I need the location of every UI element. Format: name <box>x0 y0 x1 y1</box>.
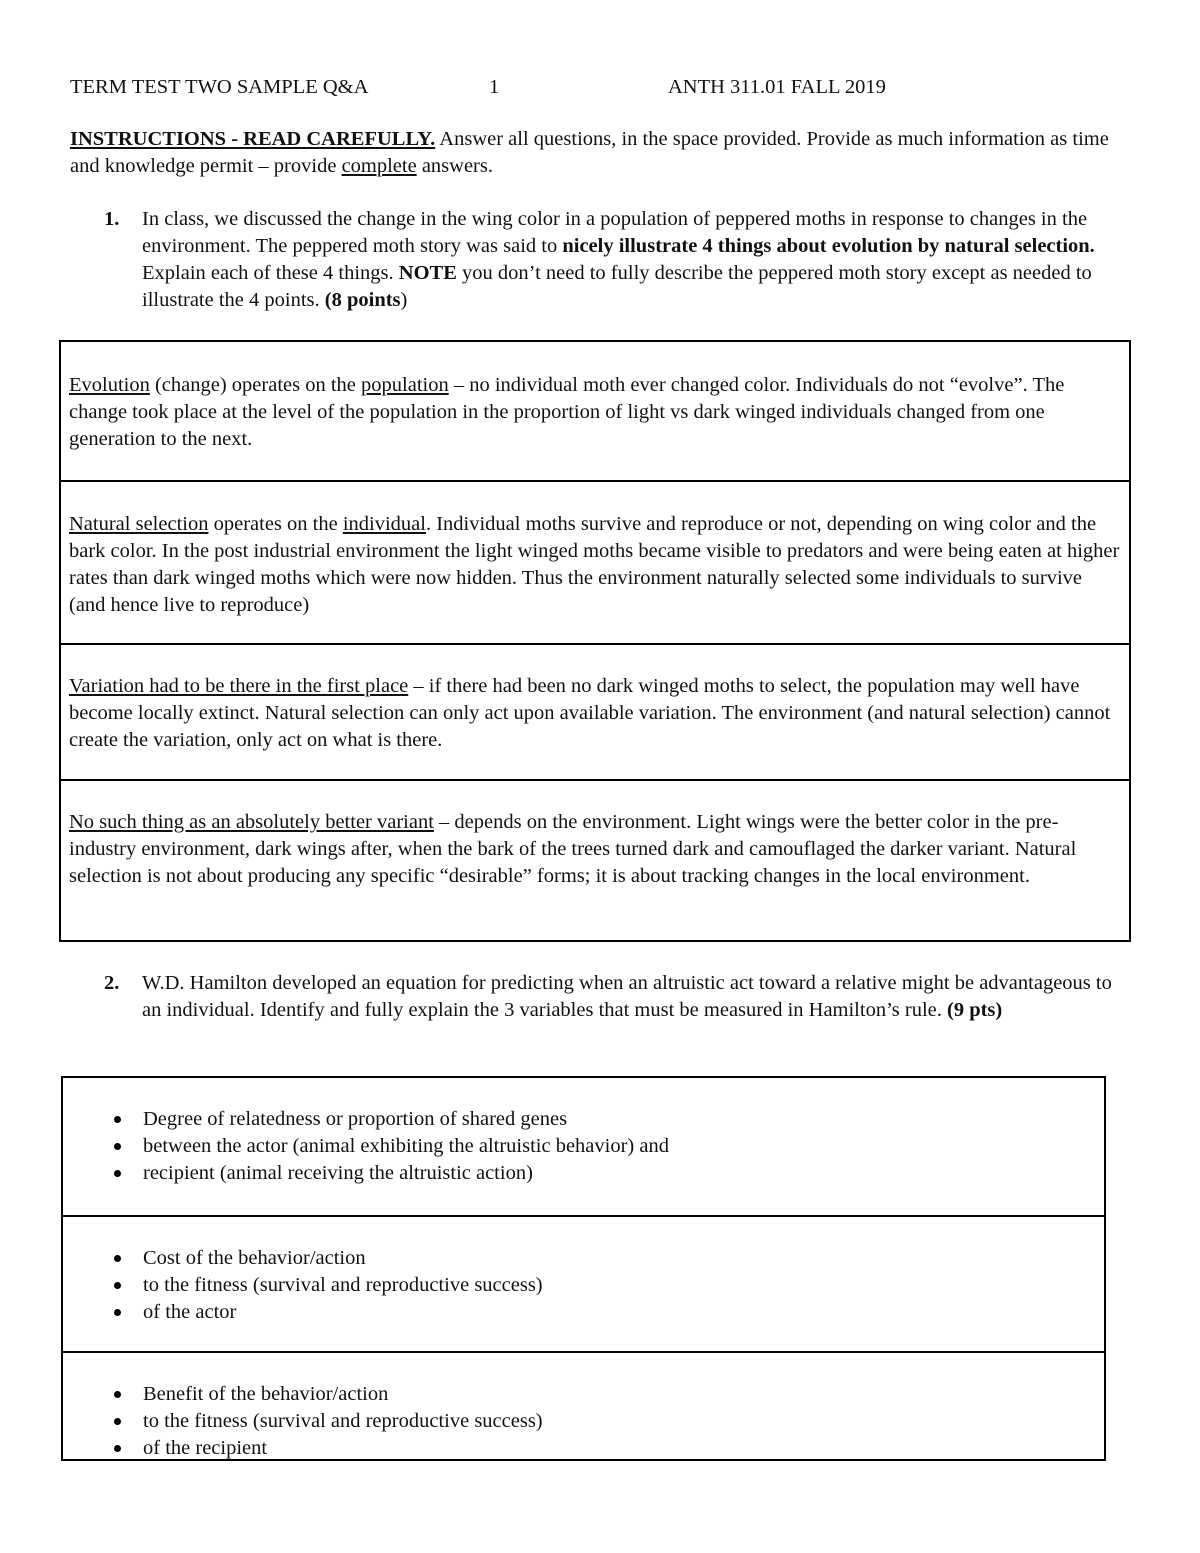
answer-term: No such thing as an absolutely better variant <box>69 811 434 833</box>
q1-note-label: NOTE <box>398 262 457 284</box>
answer-text-part: (change) operates on the <box>149 374 362 396</box>
answer-cell-natural-selection <box>61 480 1129 643</box>
bullet-item: Degree of relatedness or proportion of shared genes <box>71 1106 1096 1133</box>
answer-text <box>69 809 1121 890</box>
answer-text-part: – no individual moth ever changed color. Individuals do not “evolve”. The change took place at the level of the population in the proportion of light vs dark winged individuals changed from one generation to the next. <box>69 374 1065 450</box>
bullet-item: of the actor <box>71 1299 1096 1326</box>
q2-points: (9 pts) <box>947 999 1003 1021</box>
answer-text <box>69 673 1121 754</box>
instructions <box>70 126 1130 180</box>
bullet-item: recipient (animal receiving the altruistic action) <box>71 1160 1096 1187</box>
answer-term: Evolution <box>69 374 150 396</box>
bullet-item: Cost of the behavior/action <box>71 1245 1096 1272</box>
answer-text <box>69 511 1121 619</box>
answer-cell-evolution <box>61 342 1129 480</box>
answer-text-part: – if there had been no dark winged moths to select, the population may well have become locally extinct. Natural selection can only act upon available variation. The environment (and natural selection) cannot create the variation, only act on what is there. <box>69 675 1111 751</box>
q2-text-1: W.D. Hamilton developed an equation for predicting when an altruistic act toward a relative might be advantageous to an individual. Identify and fully explain the 3 variables that must be measured in Hamilton’s rule. <box>142 972 1112 1021</box>
question-1-answer-table <box>59 340 1131 942</box>
q1-text-3: you don’t need to fully describe the peppered moth story except as needed to illustrate the 4 points. <box>142 262 1092 311</box>
bullet-item: Benefit of the behavior/action <box>71 1381 1096 1408</box>
answer-cell-variation <box>61 643 1129 779</box>
answer-cell-better-variant <box>61 779 1129 942</box>
answer-text-part: . Individual moths survive and reproduce or not, depending on wing color and the bark color. In the post industrial environment the light winged moths became visible to predators and were being eaten at higher rates than dark winged moths which were now hidden. Thus the environment naturally selected some individuals to survive (and hence live to reproduce) <box>69 513 1120 616</box>
answer-text-part: – depends on the environment. Light wings were the better color in the pre-industry environment, dark wings after, when the bark of the trees turned dark and camouflaged the darker variant. Natural selection is not about producing any specific “desirable” forms; it is about tracking changes in the local environment. <box>69 811 1077 887</box>
instructions-text-1: Answer all questions, in the space provided. Provide as much information as time and knowledge permit – provide <box>70 128 1109 177</box>
answer-text <box>69 372 1121 453</box>
bullet-item: of the recipient <box>71 1435 1096 1462</box>
bullet-item: between the actor (animal exhibiting the altruistic behavior) and <box>71 1133 1096 1160</box>
answer-cell-cost <box>63 1215 1104 1351</box>
answer-cell-benefit <box>63 1351 1104 1461</box>
answer-term: Natural selection <box>69 513 209 535</box>
q1-text-2: Explain each of these 4 things. <box>142 262 399 284</box>
answer-term: individual <box>342 513 426 535</box>
q1-text-4: ) <box>400 289 408 311</box>
header-course-code: ANTH 311.01 FALL 2019 <box>668 76 886 98</box>
header-page-number: 1 <box>489 76 500 98</box>
question-2 <box>70 970 1135 1024</box>
question-2-text <box>142 970 1135 1024</box>
answer-term: Variation had to be there in the first place <box>69 675 409 697</box>
answer-text-part: operates on the <box>208 513 343 535</box>
question-1 <box>70 206 1135 314</box>
question-2-answer-table <box>61 1076 1106 1461</box>
bullet-item: to the fitness (survival and reproductive success) <box>71 1408 1096 1435</box>
q1-bold-1: nicely illustrate 4 things about evolution by natural selection. <box>562 235 1095 257</box>
header-course-title: TERM TEST TWO SAMPLE Q&A <box>70 76 369 98</box>
answer-cell-relatedness <box>63 1078 1104 1215</box>
question-2-number: 2. <box>104 972 120 994</box>
q1-text-1: In class, we discussed the change in the wing color in a population of peppered moths in response to changes in the environment. The peppered moth story was said to <box>142 208 1088 257</box>
instructions-complete: complete <box>341 155 417 177</box>
question-1-number: 1. <box>104 208 120 230</box>
instructions-text-2: answers. <box>416 155 493 177</box>
question-1-text <box>142 206 1135 314</box>
answer-term: population <box>361 374 449 396</box>
bullet-item: to the fitness (survival and reproductive success) <box>71 1272 1096 1299</box>
instructions-label: INSTRUCTIONS - READ CAREFULLY. <box>70 128 436 150</box>
q1-points: (8 points <box>324 289 401 311</box>
